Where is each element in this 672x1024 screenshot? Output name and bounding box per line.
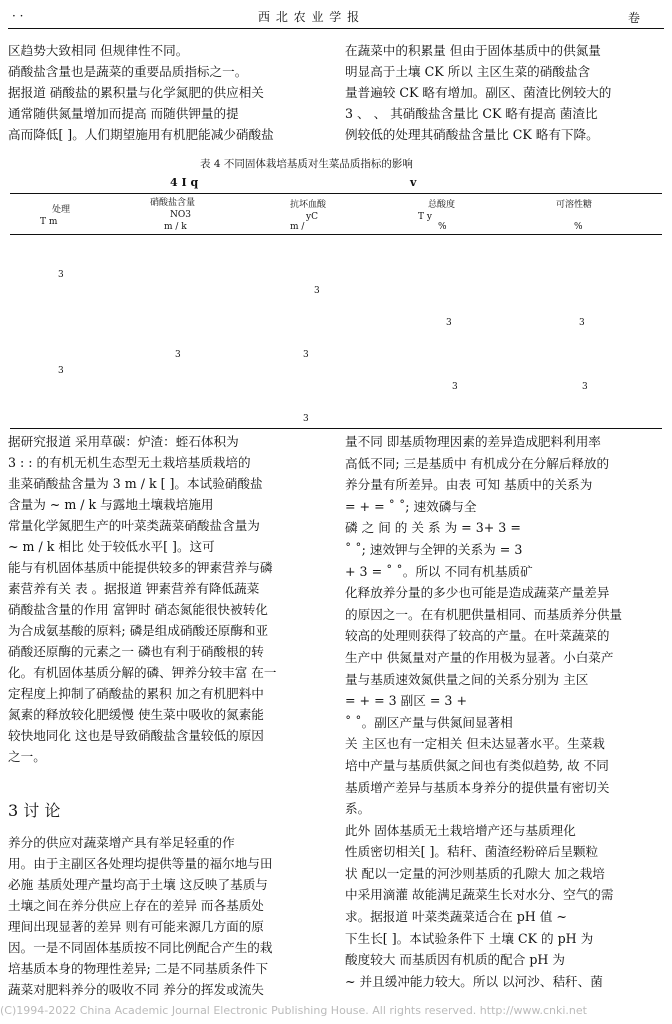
text-line: 能与有机固体基质中能提供较多的钾素营养与磷 — [8, 560, 273, 575]
text-line: 基质增产差异与基质本身养分的提供量有密切关 — [345, 779, 610, 795]
text-line: 中采用滴灌 故能满足蔬菜生长对水分、空气的需 — [345, 887, 614, 903]
text-line: 常量化学氮肥生产的叶菜类蔬菜硝酸盐含量为 — [8, 518, 260, 533]
col2-bottom — [345, 431, 667, 992]
text-line: 明显高于土壤 CK 所以 主区生菜的硝酸盐含 — [345, 64, 591, 79]
text-line: ~ 并且缓冲能力较大。所以 以河沙、秸秆、菌 — [345, 973, 603, 989]
text-line: 土壤之间在养分供应上存在的差异 而各基质处 — [8, 898, 264, 913]
table-header-sugar: 可溶性糖 — [556, 200, 593, 210]
text-line: 必施 基质处理产量均高于土壤 这反映了基质与 — [8, 877, 268, 892]
text-line: = + = ˚ ˚; 速效磷与全 — [345, 498, 477, 514]
text-line: = + = 3 副区 = 3 + — [345, 693, 467, 709]
text-line: 定程度上抑制了硝酸盐的累积 加之有机肥料中 — [8, 686, 264, 701]
text-line: 状 配以一定量的河沙则基质的孔隙大 加之栽培 — [345, 865, 605, 881]
text-line: 较快地同化 这也是导致硝酸盐含量较低的原因 — [8, 728, 264, 743]
text-line: 含量为 ~ m / k 与露地土壤栽培施用 — [8, 497, 214, 512]
table-header-treatment: 处理 — [52, 205, 71, 215]
table-mark: 3 — [175, 350, 181, 360]
text-line: 理间出现显著的差异 则有可能来源几方面的原 — [8, 919, 264, 934]
col2-top — [345, 40, 667, 145]
text-line: 因。一是不同固体基质按不同比例配合产生的栽 — [8, 940, 273, 955]
text-line: + 3 = ˚ ˚。所以 不同有机基质矿 — [345, 563, 533, 579]
text-line: 生产中 供氮量对产量的作用极为显著。小白菜产 — [345, 649, 614, 665]
text-line: 磷 之 间 的 关 系 为 = 3+ 3 = — [345, 520, 521, 536]
table-header-vitc-unit: m / — [290, 222, 305, 232]
text-line: 量与基质速效氮供量之间的关系分别为 主区 — [345, 671, 589, 687]
text-line: 此外 固体基质无土栽培增产还与基质理化 — [345, 822, 576, 838]
text-line: 例较低的处理其硝酸盐含量比 CK 略有下降。 — [345, 127, 599, 142]
text-line: 据报道 硝酸盐的累积量与化学氮肥的供应相关 — [8, 85, 264, 100]
text-line: 硝酸还原酶的元素之一 磷也有利于硝酸根的转 — [8, 644, 264, 659]
header-rule — [8, 28, 664, 29]
table-caption-en: 4 I q — [170, 176, 199, 189]
table-mark: 3 — [303, 414, 309, 424]
section-title: 3 讨 论 — [8, 801, 61, 820]
copyright-watermark: (C)1994-2022 China Academic Journal Electronic Publishing House. All rights reserved. http://www.cnki.net — [0, 1004, 587, 1017]
text-line: ~ m / k 相比 处于较低水平[ ]。这可 — [8, 539, 215, 554]
table-header-rule — [10, 234, 662, 235]
text-line: ˚ ˚; 速效钾与全钾的关系为 = 3 — [345, 541, 523, 557]
table-mark: 3 — [303, 350, 309, 360]
text-line: 区趋势大致相同 但规律性不同。 — [8, 43, 189, 58]
journal-title: 西 北 农 业 学 报 — [258, 10, 361, 24]
text-line: 为合成氨基酸的原料; 磷是组成硝酸还原酶和亚 — [8, 623, 269, 638]
text-line: 韭菜硝酸盐含量为 3 m / k [ ]。本试验硝酸盐 — [8, 476, 263, 491]
text-line: 硝酸盐含量的作用 富钾时 硝态氮能很快被转化 — [8, 602, 268, 617]
volume-label: 卷 — [628, 11, 641, 25]
table-header-acidity: 总酸度 — [428, 200, 456, 210]
text-line: 量不同 即基质物理因素的差异造成肥料利用率 — [345, 434, 601, 449]
table-header-acidity-unit: % — [438, 222, 447, 232]
text-line: 3 : : 的有机无机生态型无土栽培基质栽培的 — [8, 455, 251, 470]
text-line: 3 、 、 其硝酸盐含量比 CK 略有提高 菌渣比 — [345, 106, 598, 121]
table-header-nitrate: 硝酸盐含量 — [150, 198, 196, 208]
text-line: 化释放养分量的多少也可能是造成蔬菜产量差异 — [345, 585, 610, 601]
text-line: 养分的供应对蔬菜增产具有举足轻重的作 — [8, 835, 235, 850]
text-line: 据研究报道 采用草碳：炉渣：蛭石体积为 — [8, 434, 239, 449]
table-mark: 3 — [58, 270, 64, 280]
col1-discussion — [8, 832, 330, 1000]
table-header-vitc: 抗坏血酸 — [290, 200, 327, 210]
table-mark: 3 — [579, 318, 585, 328]
table-header-nitrate-unit: m / k — [164, 222, 187, 232]
text-line: ˚ ˚。副区产量与供氮间显著相 — [345, 714, 513, 730]
text-line: 关 主区也有一定相关 但未达显著水平。生菜栽 — [345, 736, 605, 752]
text-line: 较高的处理则获得了较高的产量。在叶菜蔬菜的 — [345, 628, 610, 644]
text-line: 在蔬菜中的积累量 但由于固体基质中的供氮量 — [345, 43, 601, 58]
text-line: 用。由于主副区各处理均提供等量的福尔地与田 — [8, 856, 273, 871]
col1-top — [8, 40, 330, 145]
text-line: 培基质本身的物理性差异; 二是不同基质条件下 — [8, 961, 269, 976]
text-line: 蔬菜对肥料养分的吸收不同 养分的挥发或流失 — [8, 982, 264, 997]
table-mark: 3 — [452, 382, 458, 392]
table-mark: 3 — [314, 286, 320, 296]
text-line: 系。 — [345, 801, 371, 817]
text-line: 化。有机固体基质分解的磷、钾养分较丰富 在一 — [8, 665, 277, 680]
text-line: 硝酸盐含量也是蔬菜的重要品质指标之一。 — [8, 64, 248, 79]
table-header-nitrate-en: NO3 — [170, 210, 191, 220]
table-header-sugar-unit: % — [574, 222, 583, 232]
table-header-treatment-en: T m — [40, 217, 58, 227]
col1-bottom — [8, 431, 330, 767]
table-bottom-rule — [10, 428, 662, 429]
table-mark: 3 — [446, 318, 452, 328]
text-line: 量普遍较 CK 略有增加。副区、菌渣比例较大的 — [345, 85, 612, 100]
text-line: 的原因之一。在有机肥供量相同、而基质养分供量 — [345, 606, 623, 622]
text-line: 氮素的释放较化肥缓慢 使生菜中吸收的氮素能 — [8, 707, 264, 722]
table-caption-en-tail: v — [410, 176, 417, 189]
table-header-acidity-en: T y — [418, 212, 432, 222]
table-mark: 3 — [58, 366, 64, 376]
text-line: 性质密切相关[ ]。秸秆、菌渣经粉碎后呈颗粒 — [345, 844, 599, 860]
table-header-vitc-en: yC — [306, 212, 318, 222]
text-line: 之一。 — [8, 749, 46, 764]
table-top-rule — [10, 193, 662, 194]
table-caption: 表 4 不同固体栽培基质对生菜品质指标的影响 — [200, 158, 413, 170]
text-line: 下生长[ ]。本试验条件下 土壤 CK 的 pH 为 — [345, 930, 594, 946]
text-line: 高低不同; 三是基质中 有机成分在分解后释放的 — [345, 455, 610, 471]
table-mark: 3 — [582, 382, 588, 392]
text-line: 酸度较大 而基质因有机质的配合 pH 为 — [345, 952, 565, 968]
text-line: 通常随供氮量增加而提高 而随供钾量的提 — [8, 106, 239, 121]
text-line: 素营养有关 表 。据报道 钾素营养有降低蔬菜 — [8, 581, 260, 596]
text-line: 高而降低[ ]。人们期望施用有机肥能减少硝酸盐 — [8, 127, 274, 142]
text-line: 求。据报道 叶菜类蔬菜适合在 pH 值 ~ — [345, 909, 567, 925]
text-line: 养分量有所差异。由表 可知 基质中的关系为 — [345, 477, 593, 493]
header-dots: · · — [12, 9, 24, 23]
text-line: 培中产量与基质供氮之间也有类似趋势, 故 不同 — [345, 757, 609, 773]
